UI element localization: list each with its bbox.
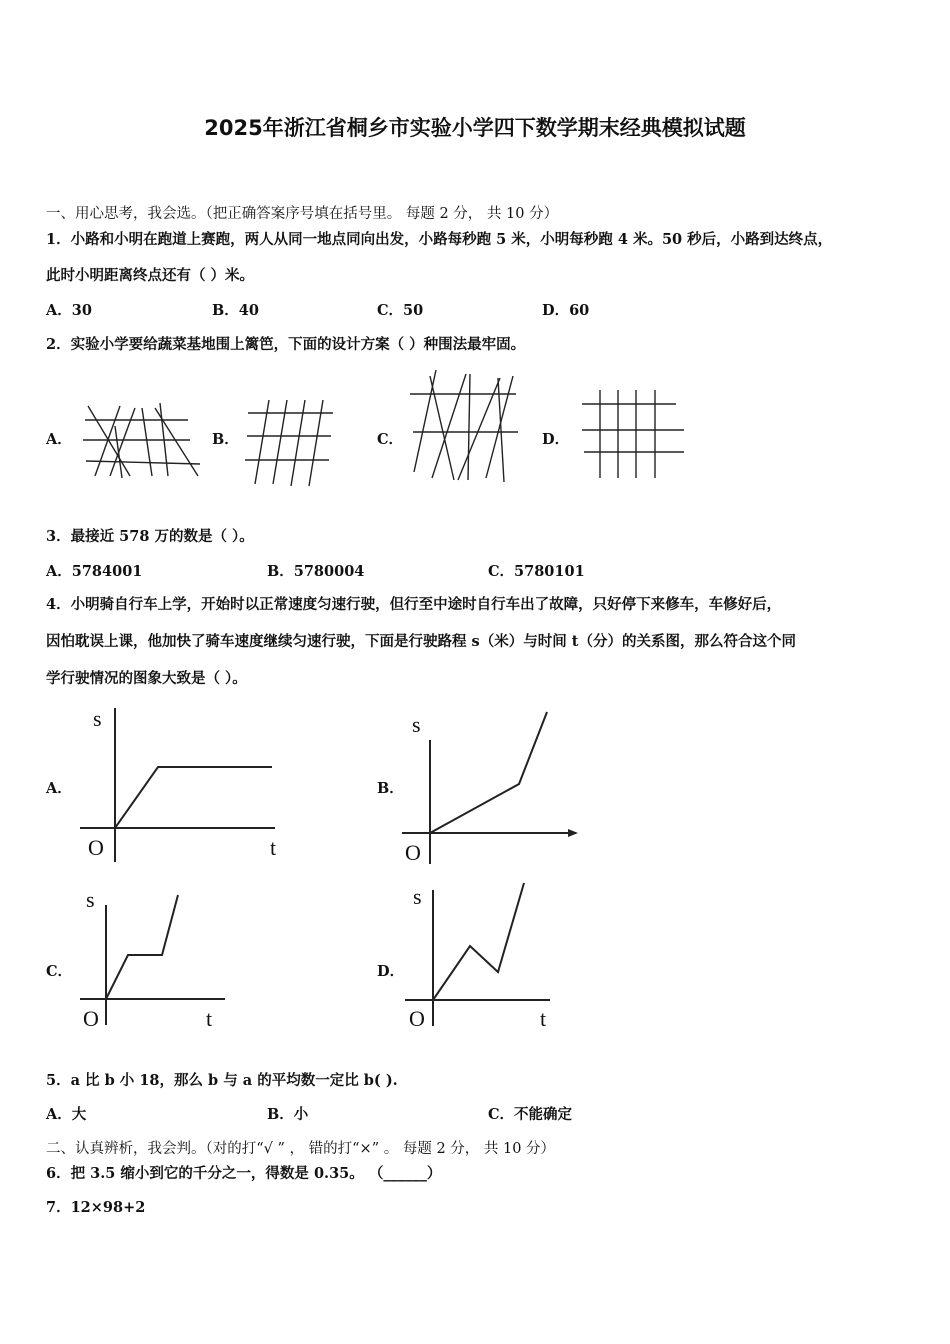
graph-a-t-label: t: [270, 835, 277, 860]
graph-d-s-label: s: [413, 884, 422, 909]
q7-text: 7．12×98+2: [46, 1199, 146, 1216]
graph-b-s-label: s: [412, 712, 421, 737]
graph-b: [402, 710, 582, 868]
graph-b-origin-label: O: [405, 840, 421, 865]
fence-a-rail: [86, 461, 200, 464]
fence-c-post: [430, 376, 454, 480]
graph-b-arrowhead: [568, 829, 578, 837]
q2-text: 2．实验小学要给蔬菜基地围上篱笆，下面的设计方案（ ）种围法最牢固。: [46, 336, 526, 353]
section-2-heading: 二、认真辨析，我会判。（对的打“√ ” ， 错的打“×” 。 每题 2 分， 共 10 分）: [46, 1141, 556, 1157]
graph-d-t-label: t: [540, 1006, 547, 1031]
q5-option-b[interactable]: B．小: [267, 1106, 309, 1123]
fence-figure-d: [580, 390, 690, 482]
fence-a-post: [88, 406, 130, 476]
q5-option-a[interactable]: A．大: [46, 1106, 87, 1123]
q4-line-1: 4．小明骑自行车上学，开始时以正常速度匀速行驶，但行至中途时自行车出了故障，只好停下来修车，车修好后，: [46, 596, 782, 613]
q1-line-1: 1．小路和小明在跑道上赛跑，两人从同一地点同向出发，小路每秒跑 5 米，小明每秒跑 4 米。50 秒后，小路到达终点，: [46, 231, 833, 248]
fence-figure-b: [245, 398, 340, 490]
q3-option-a[interactable]: A．5784001: [46, 563, 143, 580]
section-1-heading: 一、用心思考，我会选。（把正确答案序号填在括号里。 每题 2 分， 共 10 分）: [46, 206, 559, 222]
q2-option-c[interactable]: C．: [377, 431, 404, 448]
graph-a: [80, 700, 290, 865]
graph-a-origin-label: O: [88, 835, 104, 860]
fence-c-post: [486, 376, 513, 478]
fence-c-post: [432, 374, 466, 478]
q5-option-c[interactable]: C．不能确定: [488, 1106, 573, 1123]
graph-c-curve: [106, 895, 178, 999]
q1-line-2: 此时小明距离终点还有（ ）米。: [46, 267, 255, 284]
fence-a-post: [110, 408, 135, 476]
q3-option-b[interactable]: B．5780004: [267, 563, 365, 580]
graph-b-curve: [430, 712, 547, 833]
fence-a-post: [142, 408, 152, 476]
q4-option-d[interactable]: D．: [377, 963, 405, 980]
q6-text: 6．把 3.5 缩小到它的千分之一，得数是 0.35。 （______）: [46, 1165, 442, 1182]
q4-line-3: 学行驶情况的图象大致是（ ）。: [46, 670, 247, 687]
q2-option-b[interactable]: B．: [212, 431, 239, 448]
fence-figure-c: [408, 368, 526, 486]
fence-c-post: [458, 378, 500, 480]
q2-option-a[interactable]: A．: [46, 431, 72, 448]
q4-line-2: 因怕耽误上课，他加快了骑车速度继续匀速行驶，下面是行驶路程 s（米）与时间 t（分）的关系图，那么符合这个同: [46, 633, 796, 650]
q4-option-b[interactable]: B．: [377, 780, 404, 797]
graph-c-t-label: t: [206, 1006, 213, 1031]
fence-a-post: [95, 406, 120, 476]
q1-option-a[interactable]: A．30: [46, 302, 92, 319]
q1-option-c[interactable]: C．50: [377, 302, 424, 319]
graph-a-curve: [115, 767, 272, 828]
graph-c: [80, 885, 240, 1030]
page-title: 2025年浙江省桐乡市实验小学四下数学期末经典模拟试题: [204, 116, 746, 140]
q3-text: 3．最接近 578 万的数是（ ）。: [46, 528, 254, 545]
graph-d-origin-label: O: [409, 1006, 425, 1031]
graph-c-origin-label: O: [83, 1006, 99, 1031]
graph-d-curve: [433, 883, 524, 1000]
fence-a-post: [155, 408, 198, 476]
q4-option-a[interactable]: A．: [46, 780, 72, 797]
graph-d: [405, 880, 565, 1030]
fence-figure-a: [80, 398, 205, 483]
q2-option-d[interactable]: D．: [542, 431, 570, 448]
fence-c-post: [468, 374, 470, 480]
q4-option-c[interactable]: C．: [46, 963, 73, 980]
graph-c-s-label: s: [86, 887, 95, 912]
graph-a-s-label: s: [93, 706, 102, 731]
q5-text: 5．a 比 b 小 18，那么 b 与 a 的平均数一定比 b( ).: [46, 1072, 398, 1089]
q1-option-b[interactable]: B．40: [212, 302, 259, 319]
q3-option-c[interactable]: C．5780101: [488, 563, 585, 580]
q1-option-d[interactable]: D．60: [542, 302, 590, 319]
